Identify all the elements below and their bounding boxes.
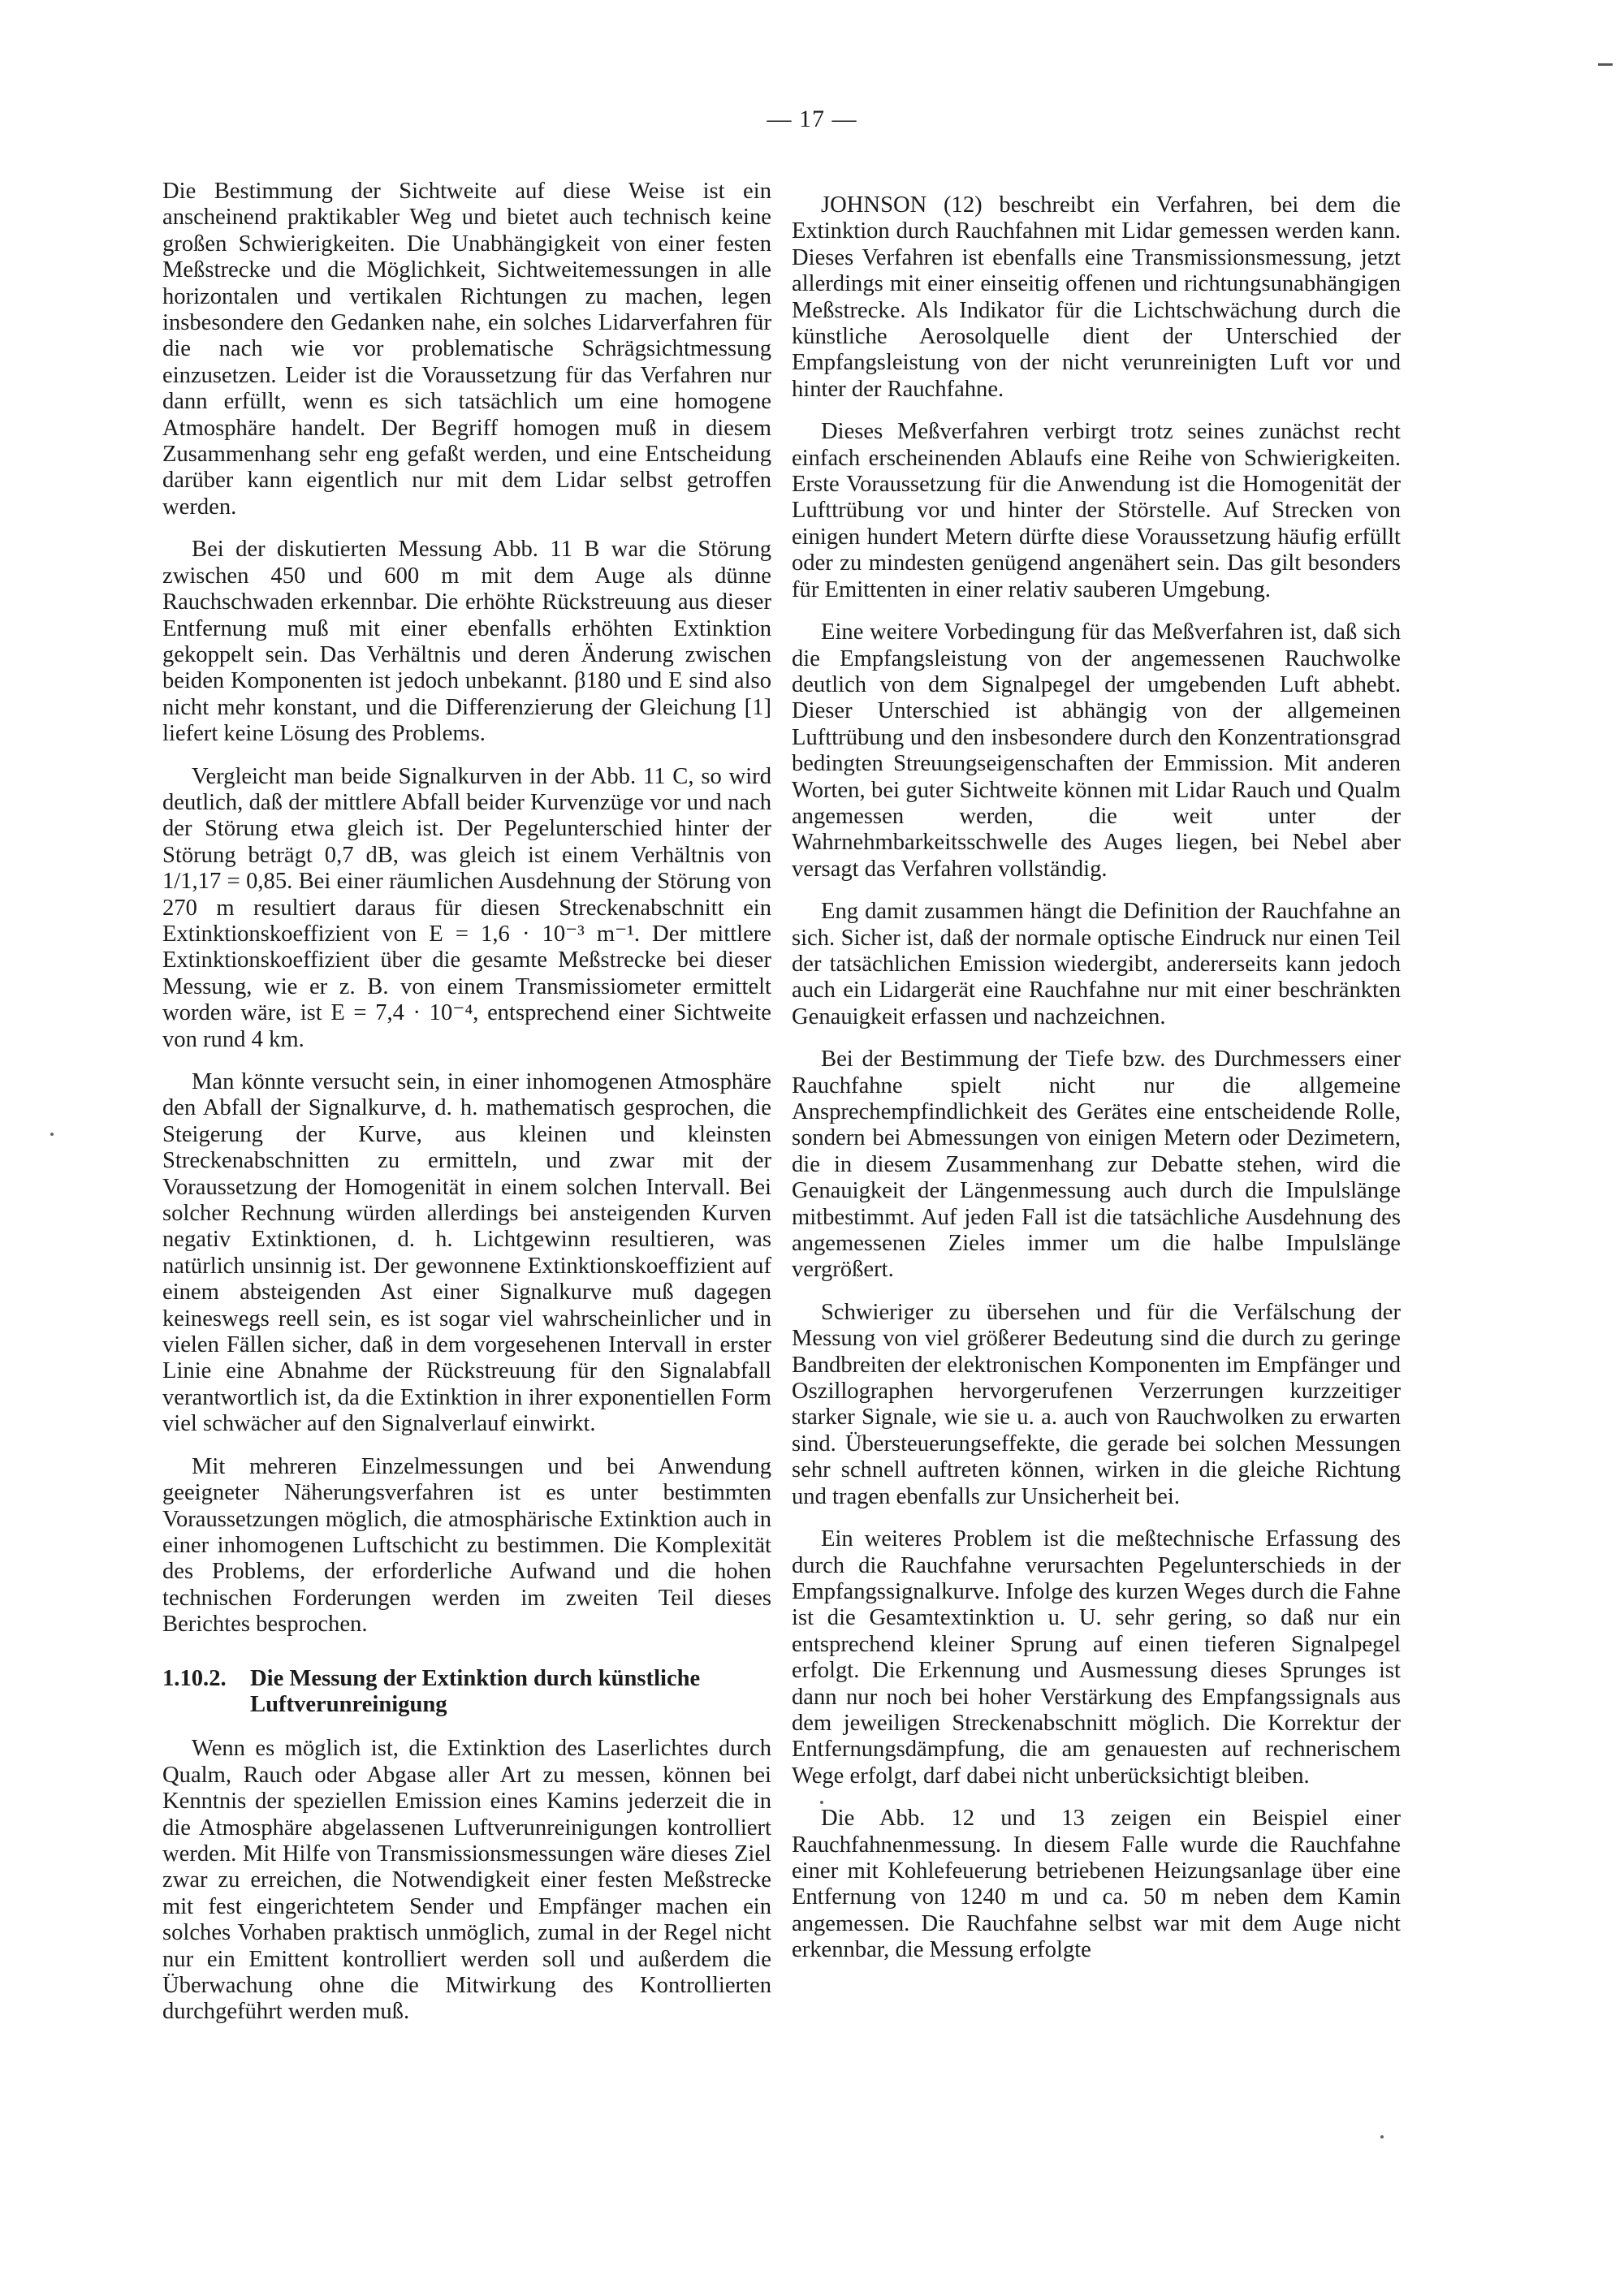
scan-speck <box>1380 2135 1384 2138</box>
paragraph: Die Abb. 12 und 13 zeigen ein Beispiel einer Rauchfahnenmessung. In diesem Falle wurde die Rauchfahne einer mit Kohlefeuerung betriebenen Heizungsanlage über eine Entfernung von 1240 m und ca. 50 m neben dem Kamin angemessen. Die Rauchfahne selbst war mit dem Auge nicht erkennbar, die Messung erfolgte <box>792 1806 1401 1963</box>
paragraph: Wenn es möglich ist, die Extinktion des Laserlichtes durch Qualm, Rauch oder Abgase aller Art zu messen, können bei Kenntnis der speziellen Emission eines Kamins jederzeit die in die Atmosphäre abgelassenen Luftverunreinigungen kontrolliert werden. Mit Hilfe von Transmissionsmessungen wäre dieses Ziel zwar zu erreichen, die Notwendigkeit einer festen Meßstrecke mit fest eingerichtetem Sender und Empfänger machen ein solches Vorhaben praktisch unmöglich, zumal in der Regel nicht nur ein Emittent kontrolliert werden soll und außerdem die Überwachung ohne die Mitwirkung des Kontrollierten durchgeführt werden muß. <box>162 1736 771 2025</box>
scan-mark <box>1598 63 1613 66</box>
paragraph: Ein weiteres Problem ist die meßtechnische Erfassung des durch die Rauchfahne verursachten Pegelunterschieds in der Empfangssignalkurve. Infolge des kurzen Weges durch die Fahne ist die Gesamtextinktion u. U. sehr gering, so daß nur ein entsprechend kleiner Sprung auf einen tieferen Signalpegel erfolgt. Die Erkennung und Ausmessung dieses Sprunges ist dann nur noch bei hoher Verstärkung des Empfangssignals aus dem jeweiligen Streckenabschnitt möglich. Die Korrektur der Entfernungsdämpfung, die am genauesten auf rechnerischem Wege erfolgt, darf dabei nicht unberücksichtigt bleiben. <box>792 1526 1401 1789</box>
page-number: — 17 — <box>767 106 857 132</box>
section-heading <box>162 1666 771 1719</box>
paragraph: Eine weitere Vorbedingung für das Meßverfahren ist, daß sich die Empfangsleistung von der angemessenen Rauchwolke deutlich von dem Signalpegel der umgebenden Luft abhebt. Dieser Unterschied ist abhängig von der allgemeinen Lufttrübung und den insbesondere durch den Konzentrationsgrad bedingten Streuungseigenschaften der Emmission. Mit anderen Worten, bei guter Sichtweite können mit Lidar Rauch und Qualm angemessen werden, die weit unter der Wahrnehmbarkeitsschwelle des Auges liegen, bei Nebel aber versagt das Verfahren vollständig. <box>792 619 1401 882</box>
left-column <box>162 179 771 2042</box>
right-column <box>792 192 1401 1980</box>
section-title: Die Messung der Extinktion durch künstliche Luftverunreinigung <box>250 1665 701 1717</box>
paragraph: Bei der diskutierten Messung Abb. 11 B war die Störung zwischen 450 und 600 m mit dem Auge als dünne Rauchschwaden erkennbar. Die erhöhte Rückstreuung aus dieser Entfernung muß mit einer ebenfalls erhöhten Extinktion gekoppelt sein. Das Verhältnis und deren Änderung zwischen beiden Komponenten ist jedoch unbekannt. β180 und E sind also nicht mehr konstant, und die Differenzierung der Gleichung [1] liefert keine Lösung des Problems. <box>162 537 771 747</box>
paragraph: Man könnte versucht sein, in einer inhomogenen Atmosphäre den Abfall der Signalkurve, d. h. mathematisch gesprochen, die Steigerung der Kurve, aus kleinen und kleinsten Streckenabschnitten zu ermitteln, und zwar mit der Voraussetzung der Homogenität in einem solchen Intervall. Bei solcher Rechnung würden allerdings bei ansteigenden Kurven negativ Extinktionen, d. h. Lichtgewinn resultieren, was natürlich unsinnig ist. Der gewonnene Extinktionskoeffizient auf einem absteigenden Ast einer Signalkurve muß dagegen keineswegs reell sein, es ist sogar viel wahrscheinlicher und in vielen Fällen sicher, daß in dem vorgesehenen Intervall in erster Linie eine Abnahme der Rückstreuung für den Signalabfall verantwortlich ist, da die Extinktion in ihrer exponentiellen Form viel schwächer auf den Signalverlauf einwirkt. <box>162 1069 771 1437</box>
paragraph: Schwieriger zu übersehen und für die Verfälschung der Messung von viel größerer Bedeutung sind die durch zu geringe Bandbreiten der elektronischen Komponenten im Empfänger und Oszillographen hervorgerufenen Verzerrungen kurzzeitiger starker Signale, wie sie u. a. auch von Rauchwolken zu erwarten sind. Übersteuerungseffekte, die gerade bei solchen Messungen sehr schnell auftreten können, wirken in die gleiche Richtung und tragen ebenfalls zur Unsicherheit bei. <box>792 1299 1401 1509</box>
paragraph: Dieses Meßverfahren verbirgt trotz seines zunächst recht einfach erscheinenden Ablaufs eine Reihe von Schwierigkeiten. Erste Voraussetzung für die Anwendung ist die Homogenität der Lufttrübung vor und hinter der Störstelle. Auf Strecken von einigen hundert Metern dürfte diese Voraussetzung häufig erfüllt oder zu mindesten genügend angenähert sein. Das gilt besonders für Emittenten in einer relativ sauberen Umgebung. <box>792 419 1401 602</box>
paragraph: Bei der Bestimmung der Tiefe bzw. des Durchmessers einer Rauchfahne spielt nicht nur die allgemeine Ansprechempfindlichkeit des Gerätes eine entscheidende Rolle, sondern bei Abmessungen von einigen Metern oder Dezimetern, die in diesem Zusammenhang zur Debatte stehen, wird die Genauigkeit der Längenmessung auch durch die Impulslänge mitbestimmt. Auf jeden Fall ist die tatsächliche Ausdehnung des angemessenen Zieles immer um die halbe Impulslänge vergrößert. <box>792 1047 1401 1283</box>
section-number: 1.10.2. <box>162 1665 227 1691</box>
paragraph: Mit mehreren Einzelmessungen und bei Anwendung geeigneter Näherungsverfahren ist es unter bestimmten Voraussetzungen möglich, die atmosphärische Extinktion auch in einer inhomogenen Luftschicht zu bestimmen. Die Komplexität des Problems, der erforderliche Aufwand und die hohen technischen Forderungen werden im zweiten Teil dieses Berichtes besprochen. <box>162 1453 771 1638</box>
paragraph: Vergleicht man beide Signalkurven in der Abb. 11 C, so wird deutlich, daß der mittlere Abfall beider Kurvenzüge vor und nach der Störung etwa gleich ist. Der Pegelunterschied hinter der Störung beträgt 0,7 dB, was gleich ist einem Verhältnis von 1/1,17 = 0,85. Bei einer räumlichen Ausdehnung der Störung von 270 m resultiert daraus für diesen Streckenabschnitt ein Extinktionskoeffizient von E = 1,6 · 10⁻³ m⁻¹. Der mittlere Extinktionskoeffizient über die gesamte Meßstrecke bei dieser Messung, wie er z. B. von einem Transmissiometer ermittelt worden wäre, ist E = 7,4 · 10⁻⁴, entsprechend einer Sichtweite von rund 4 km. <box>162 763 771 1052</box>
paragraph: Eng damit zusammen hängt die Definition der Rauchfahne an sich. Sicher ist, daß der normale optische Eindruck nur einen Teil der tatsächlichen Emission wiedergibt, andererseits kann jedoch auch ein Lidargerät eine Rauchfahne nur mit einer beschränkten Genauigkeit erfassen und nachzeichnen. <box>792 899 1401 1029</box>
paragraph: JOHNSON (12) beschreibt ein Verfahren, bei dem die Extinktion durch Rauchfahnen mit Lidar gemessen werden kann. Dieses Verfahren ist ebenfalls eine Transmissionsmessung, jetzt allerdings mit einer einseitig offenen und richtungsunabhängigen Meßstrecke. Als Indikator für die Lichtschwächung durch die künstliche Aerosolquelle dient der Unterschied der Empfangsleistung von der nicht verunreinigten Luft vor und hinter der Rauchfahne. <box>792 192 1401 402</box>
scan-speck <box>50 1133 54 1136</box>
paragraph: Die Bestimmung der Sichtweite auf diese Weise ist ein anscheinend praktikabler Weg und bietet auch technisch keine großen Schwierigkeiten. Die Unabhängigkeit von einer festen Meßstrecke und die Möglichkeit, Sichtweitemessungen in alle horizontalen und vertikalen Richtungen zu machen, legen insbesondere den Gedanken nahe, ein solches Lidarverfahren für die nach wie vor problematische Schrägsichtmessung einzusetzen. Leider ist die Voraussetzung für das Verfahren nur dann erfüllt, wenn es sich tatsächlich um eine homogene Atmosphäre handelt. Der Begriff homogen muß in diesem Zusammenhang sehr eng gefaßt werden, und eine Entscheidung darüber kann eigentlich nur mit dem Lidar selbst getroffen werden. <box>162 179 771 520</box>
